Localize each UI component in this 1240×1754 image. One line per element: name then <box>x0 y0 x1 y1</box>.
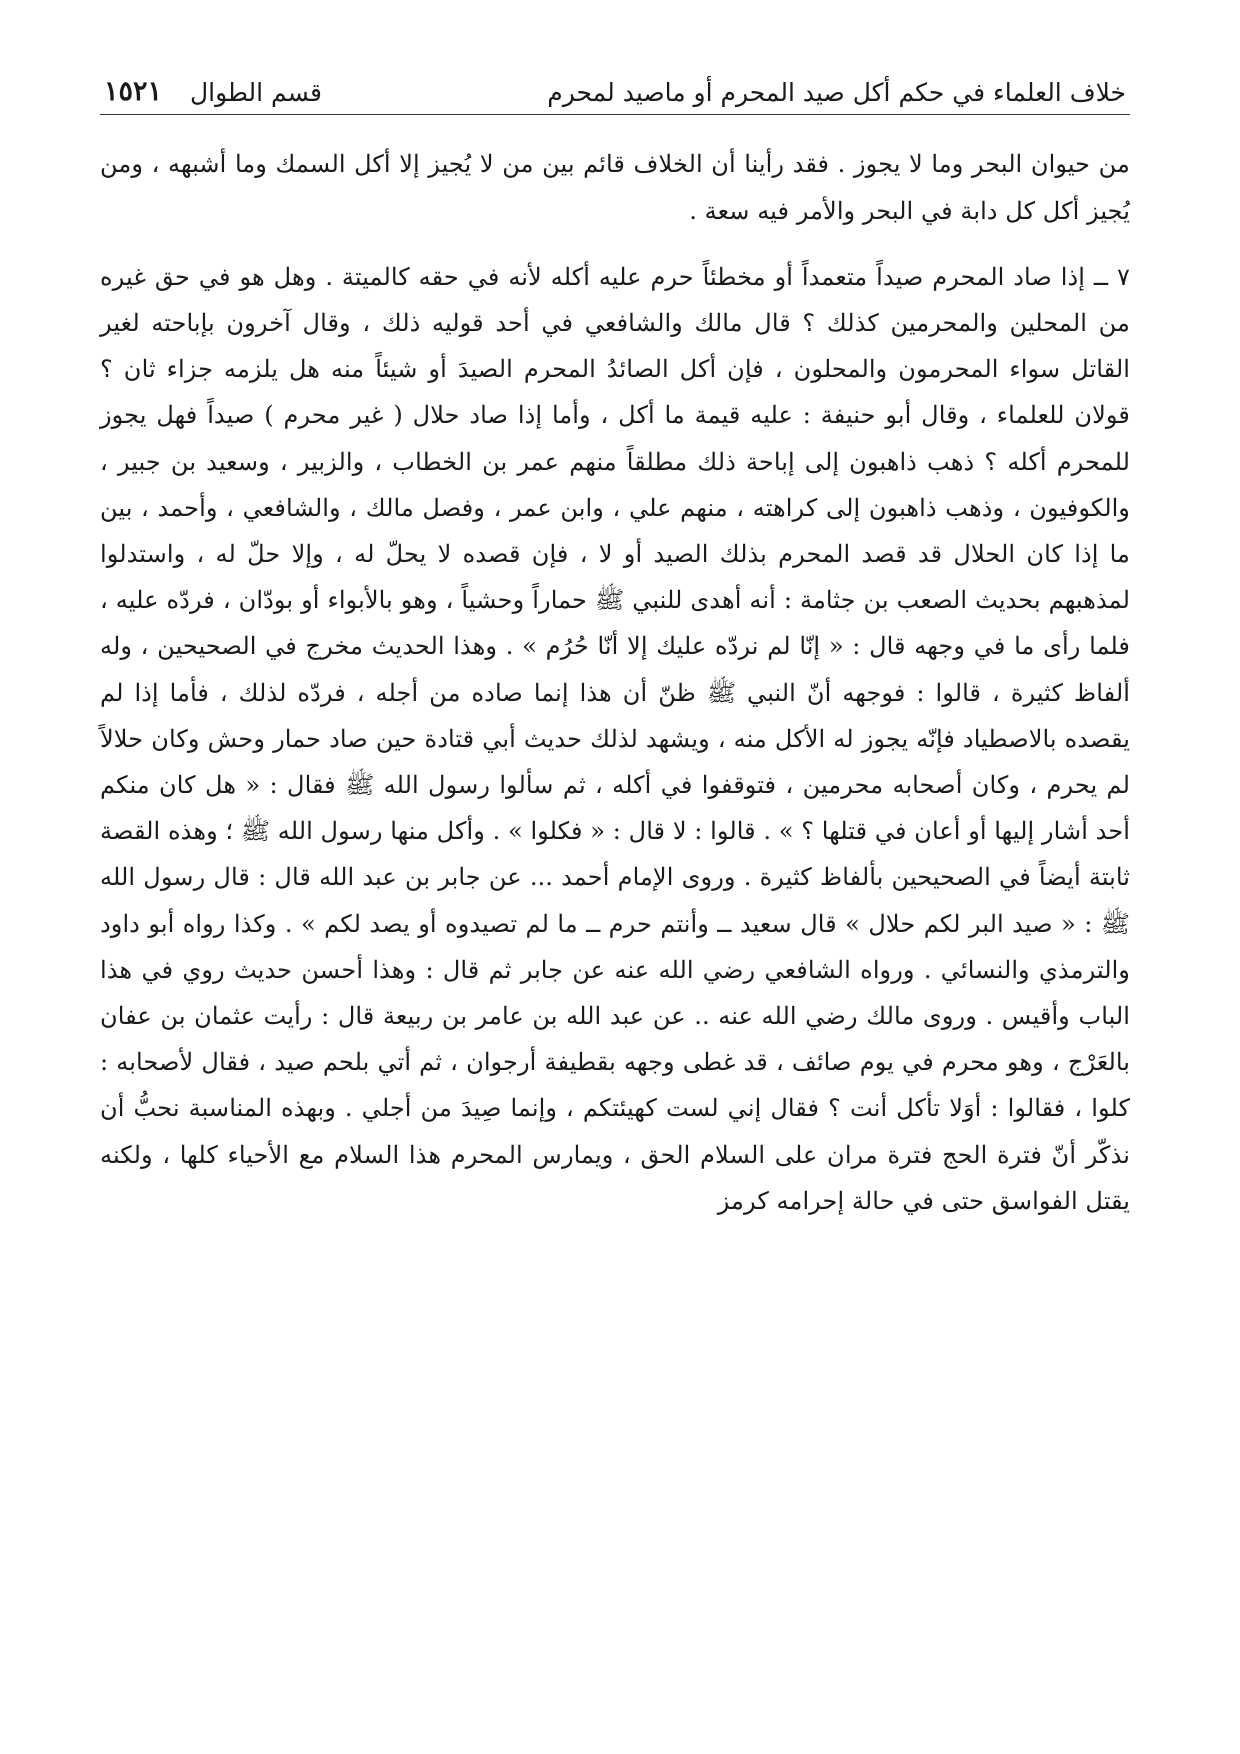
paragraph-gap <box>100 234 1130 254</box>
running-header <box>100 76 1130 115</box>
paragraph-2: ٧ ــ إذا صاد المحرم صيداً متعمداً أو مخطئاً حرم عليه أكله لأنه في حقه كالميتة . وهل هو في حق غيره من المحلين والمحرمين كذلك ؟ قال مالك والشافعي في أحد قوليه ذلك ، وقال آخرون بإباحته لغير القاتل سواء المحرمون والمحلون ، فإن أكل الصائدُ المحرم الصيدَ أو شيئاً منه هل يلزمه جزاء ثان ؟ قولان للعلماء ، وقال أبو حنيفة : عليه قيمة ما أكل ، وأما إذا صاد حلال ( غير محرم ) صيداً فهل يجوز للمحرم أكله ؟ ذهب ذاهبون إلى إباحة ذلك مطلقاً منهم عمر بن الخطاب ، والزبير ، وسعيد بن جبير ، والكوفيون ، وذهب ذاهبون إلى كراهته ، منهم علي ، وابن عمر ، وفصل مالك ، والشافعي ، وأحمد ، بين ما إذا كان الحلال قد قصد المحرم بذلك الصيد أو لا ، فإن قصده لا يحلّ له ، وإلا حلّ له ، واستدلوا لمذهبهم بحديث الصعب بن جثامة : أنه أهدى للنبي ﷺ حماراً وحشياً ، وهو بالأبواء أو بودّان ، فردّه عليه ، فلما رأى ما في وجهه قال : « إنّا لم نردّه عليك إلا أنّا حُرُم » . وهذا الحديث مخرج في الصحيحين ، وله ألفاظ كثيرة ، قالوا : فوجهه أنّ النبي ﷺ ظنّ أن هذا إنما صاده من أجله ، فردّه لذلك ، فأما إذا لم يقصده بالاصطياد فإنّه يجوز له الأكل منه ، ويشهد لذلك حديث أبي قتادة حين صاد حمار وحش وكان حلالاً لم يحرم ، وكان أصحابه محرمين ، فتوقفوا في أكله ، ثم سألوا رسول الله ﷺ فقال : « هل كان منكم أحد أشار إليها أو أعان في قتلها ؟ » . قالوا : لا قال : « فكلوا » . وأكل منها رسول الله ﷺ ؛ وهذه القصة ثابتة أيضاً في الصحيحين بألفاظ كثيرة . وروى الإمام أحمد ... عن جابر بن عبد الله قال : قال رسول الله ﷺ : « صيد البر لكم حلال » قال سعيد ــ وأنتم حرم ــ ما لم تصيدوه أو يصد لكم » . وكذا رواه أبو داود والترمذي والنسائي . ورواه الشافعي رضي الله عنه عن جابر ثم قال : وهذا أحسن حديث روي في هذا الباب وأقيس . وروى مالك رضي الله عنه .. عن عبد الله بن عامر بن ربيعة قال : رأيت عثمان بن عفان بالعَرْج ، وهو محرم في يوم صائف ، قد غطى وجهه بقطيفة أرجوان ، ثم أتي بلحم صيد ، فقال لأصحابه : كلوا ، فقالوا : أوَلا تأكل أنت ؟ فقال إني لست كهيئتكم ، وإنما صِيدَ من أجلي . وبهذه المناسبة نحبُّ أن نذكّر أنّ فترة الحج فترة مران على السلام الحق ، ويمارس المحرم هذا السلام مع الأحياء كلها ، ولكنه يقتل الفواسق حتى في حالة إحرامه كرمز <box>100 262 1130 1215</box>
paragraph-1: من حيوان البحر وما لا يجوز . فقد رأينا أن الخلاف قائم بين من لا يُجيز إلا أكل السمك وما أشبهه ، ومن يُجيز أكل كل دابة في البحر والأمر فيه سعة . <box>100 150 1130 225</box>
page-number: ١٥٢١ <box>104 76 163 107</box>
body-text <box>100 141 1130 1224</box>
section-name: قسم الطوال <box>190 78 322 108</box>
header-left-group <box>104 76 322 108</box>
document-page <box>100 76 1130 1714</box>
chapter-title: خلاف العلماء في حكم أكل صيد المحرم أو ماصيد لمحرم <box>547 78 1126 108</box>
